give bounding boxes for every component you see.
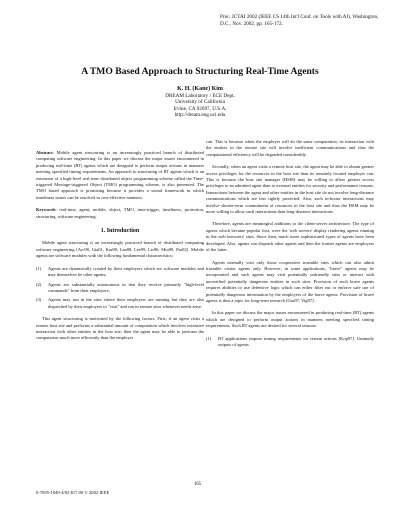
list-item [36,297,204,310]
intro-paragraph: Mobile agent structuring is an increasingly practiced branch of distributed computing software engineering [Arc98, Gia01, Kar98, Lan98, Lee99, Lis96, Min99, Par02]. Mobile agents are software modules with the following fundamental characteristics: [36,240,204,259]
right-column [206,139,374,354]
keywords-label: Keywords [36,207,56,213]
abstract-text: : Mobile agent structuring is an increasingly practiced branch of distributed computing software engineering. In this paper we discuss the major issues encountered in producing real-time (RT) agents which are designed to perform output actions in manners meeting specified timing requirements. An approach to structuring of RT agents which is an extension of a high-level real-time distributed object programming scheme called the Time-triggered Message-triggered Object (TMO) programming scheme, is also presented. The TMO based approach is promising because it provides a sound framework in which timeliness issues can be resolved in cost-effective manners. [36,150,204,200]
section-heading: 1. Introduction [100,228,140,235]
list-number: (1) [206,335,212,341]
keywords-paragraph [36,207,204,220]
body-paragraph: In this paper we discuss the major issues encountered in producing real-time (RT) agents which are designed to perform output actions in manners meeting specified timing requirements. Such RT agents are desired for several reasons: [206,310,374,329]
keywords-text: : real-time, agent, mobile, object, TMO, time-trigger, timeliness, protection, structuring, software engineering. [36,207,204,219]
affiliation-url: http://dream.eng.uci.edu [174,112,226,119]
page-number: 165 [194,482,202,487]
list-item [206,336,374,349]
body-paragraph: Therefore, agents are meaningful additions to the client-server architecture. The type of agents which became popular first, were the 'web servers' display rendering agents running in the web browsers' sites. Since then, much more sophisticated types of agents have been developed. Also, agents can dispatch other agents and then the former agents are employers of the latter. [206,221,374,253]
copyright-footer: 0-7695-1849-4/02 $17.00 © 2002 IEEE [36,490,110,495]
left-column [36,150,204,348]
list-text: Agents are dynamically created by their employers which are software modules and may themselves be other agents; [48,265,204,278]
list-number: (1) [36,265,42,271]
author-block [0,86,400,119]
affiliation-line: Irvine, CA 92697, U.S.A. [173,105,227,112]
abstract-paragraph [36,150,204,201]
body-paragraph: Secondly, when an agent visits a remote host site, the agent may be able to obtain greater access privileges for the resources in the host site than its remotely located employer can. This is because the host site manager (HSM) may be willing to allow greater access privileges to an admitted agent than to external entities for security and performance reasons. Interactions between the agent and other entities in the host site do not involve long-distance communications which are less tightly protected. Also, such in-house interactions may involve shorter-term commitment of resources in the host site and thus the HSM may be more willing to allow such interactions than long-distance interactions. [206,164,374,215]
list-text: Agents may run in the sites where their employers are running but they are also dispatched by their employers to "visit" and run in remote sites whenever needs arise. [48,297,204,309]
proceedings-citation: Proc. ICTAI 2002 (IEEE CS 14th Int'l Conf. on Tools with AI), Washington, D.C., Nov. 2002, pp. 165-172. [220,14,379,27]
list-number: (3) [36,297,42,303]
intro-paragraph: This agent structuring is motivated by the following factors. First, if an agent visits a remote host site and performs a substantial amount of computation which involves extensive interaction with other entities in the host site, then the agent may be able to perform the computation much more efficiently than the employer [36,316,204,341]
characteristics-list [36,266,204,310]
body-paragraph: can. This is because when the employer will do the same computation, its interaction with the entities in the remote site will involve inefficient communications and thus the computational efficiency will be degraded considerably. [206,139,374,157]
abstract-label: Abstract [36,150,53,155]
list-text: RT applications impose timing requirements on certain actions [Kop97]. Untimely outputs of agents [218,335,374,347]
author-name: K. H. (Kane) Kim [177,86,223,92]
affiliation-line: University of California [175,99,225,106]
list-item [36,266,204,279]
list-number: (2) [36,281,42,287]
affiliation-line: DREAM Laboratory / ECE Dept. [165,92,235,99]
paper-title: A TMO Based Approach to Structuring Real-Time Agents [81,66,319,77]
list-text: Agents are substantially autonomous in that they receive primarily "high-level commands" from their employers; [48,281,204,293]
list-item [36,282,204,295]
body-paragraph: Agents normally visit only those cooperative trustable sites which can also admit trustable visitor agents only. However, in some applications, "brave" agents may be incorporated and such agents may visit potentially unfriendly sites or interact with uncertified potentially dangerous entities in such sites. Provision of such brave agents requires abilities to use defensive logic which can either filter out or enforce safe use of potentially dangerous information by the employers of the brave agents. Provision of brave agents is thus a topic for long-term research [Gas97, Vig97]. [206,259,374,303]
reasons-list [206,336,374,349]
